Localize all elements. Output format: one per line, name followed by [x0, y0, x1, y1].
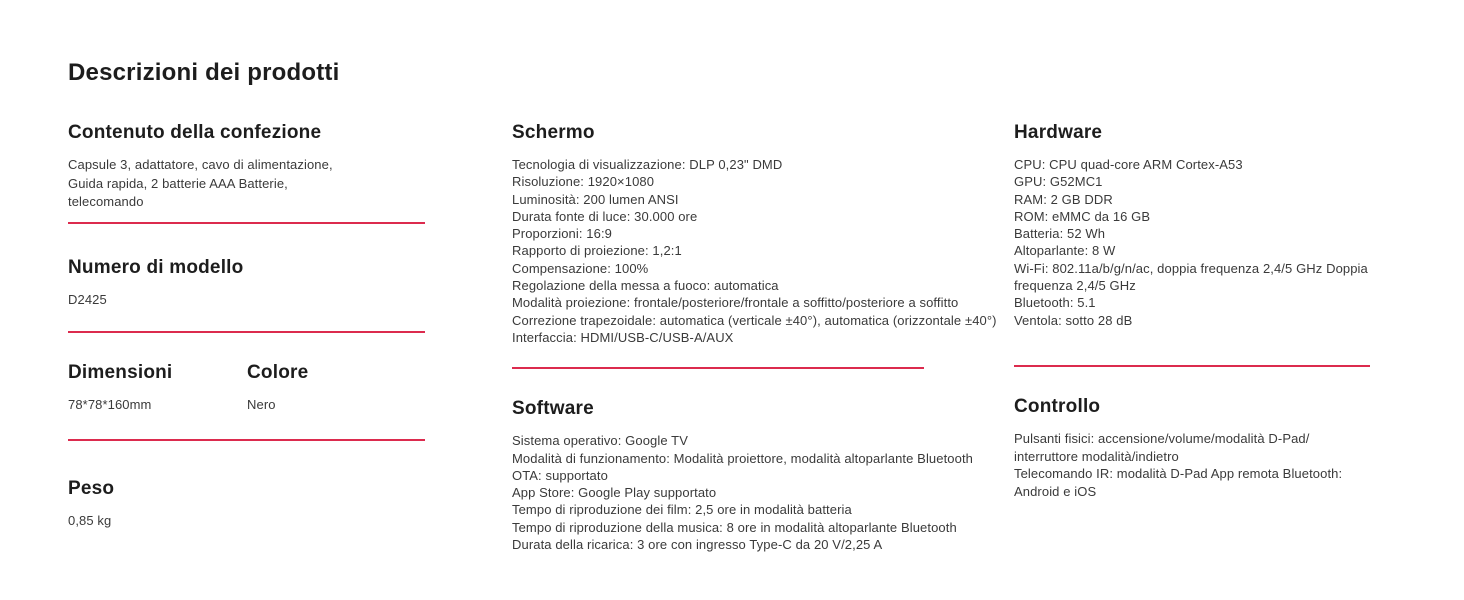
spec-line: RAM: 2 GB DDR: [1014, 191, 1113, 207]
section-control: [1014, 397, 1386, 500]
spec-line: Regolazione della messa a fuoco: automatica: [512, 278, 779, 294]
section-model-number: [68, 258, 428, 310]
spec-line: Modalità proiezione: frontale/posteriore/frontale a soffitto/posteriore a soffitto: [512, 295, 959, 311]
spec-line: Tecnologia di visualizzazione: DLP 0,23" DMD: [512, 157, 783, 172]
display-heading: Schermo: [512, 122, 595, 143]
spec-line: GPU: G52MC1: [1014, 174, 1103, 190]
spec-line: Sistema operativo: Google TV: [512, 433, 688, 449]
spec-line: CPU: CPU quad-core ARM Cortex-A53: [1014, 157, 1243, 172]
color-block: [247, 363, 308, 415]
model-number-heading: Numero di modello: [68, 256, 244, 278]
section-divider: [1014, 365, 1370, 367]
package-contents-heading: Contenuto della confezione: [68, 122, 322, 143]
spec-line: Luminosità: 200 lumen ANSI: [512, 191, 679, 207]
section-divider: [68, 331, 425, 333]
spec-line: Correzione trapezoidale: automatica (verticale ±40°), automatica (orizzontale ±40°): [512, 312, 997, 328]
middle-column: [512, 122, 997, 553]
weight-heading: Peso: [68, 477, 115, 499]
spec-line: Telecomando IR: modalità D-Pad App remota Bluetooth:: [1014, 466, 1343, 482]
section-package-contents: [68, 123, 428, 212]
dimensions-heading: Dimensioni: [68, 362, 173, 383]
section-divider: [512, 367, 924, 369]
spec-line: Risoluzione: 1920×1080: [512, 174, 655, 190]
spec-line: Batteria: 52 Wh: [1014, 226, 1106, 242]
spec-line: Proporzioni: 16:9: [512, 226, 612, 242]
section-hardware: [1014, 123, 1386, 329]
section-dimensions-color: [68, 363, 428, 415]
spec-line: telecomando: [68, 194, 144, 209]
spec-line: Bluetooth: 5.1: [1014, 295, 1096, 311]
control-heading: Controllo: [1014, 395, 1101, 417]
weight-value: 0,85 kg: [68, 512, 112, 528]
spec-line: Modalità di funzionamento: Modalità proiettore, modalità altoparlante Bluetooth: [512, 450, 974, 466]
spec-line: Ventola: sotto 28 dB: [1014, 312, 1133, 328]
section-divider: [68, 439, 425, 441]
model-number-value: D2425: [68, 291, 107, 307]
spec-line: Durata fonte di luce: 30.000 ore: [512, 208, 698, 224]
dimensions-value: 78*78*160mm: [68, 397, 152, 412]
software-heading: Software: [512, 398, 594, 420]
dimensions-block: [68, 363, 247, 415]
spec-line: Rapporto di proiezione: 1,2:1: [512, 243, 682, 259]
spec-line: Guida rapida, 2 batterie AAA Batterie,: [68, 175, 288, 191]
spec-line: Pulsanti fisici: accensione/volume/modalità D-Pad/: [1014, 430, 1310, 446]
section-software: [512, 399, 994, 553]
color-heading: Colore: [247, 362, 309, 383]
hardware-heading: Hardware: [1014, 122, 1103, 143]
section-divider: [68, 222, 425, 224]
spec-line: Tempo di riproduzione dei film: 2,5 ore in modalità batteria: [512, 502, 852, 518]
spec-line: Capsule 3, adattatore, cavo di alimentazione,: [68, 157, 333, 172]
spec-line: Durata della ricarica: 3 ore con ingresso Type-C da 20 V/2,25 A: [512, 537, 883, 553]
spec-line: Altoparlante: 8 W: [1014, 243, 1116, 259]
spec-line: Wi-Fi: 802.11a/b/g/n/ac, doppia frequenza 2,4/5 GHz Doppia: [1014, 260, 1368, 276]
spec-line: OTA: supportato: [512, 467, 608, 483]
section-display: [512, 122, 997, 346]
left-column: [68, 123, 428, 530]
right-column: [1014, 123, 1386, 500]
spec-line: frequenza 2,4/5 GHz: [1014, 278, 1136, 294]
color-value: Nero: [247, 397, 276, 412]
spec-line: ROM: eMMC da 16 GB: [1014, 208, 1151, 224]
page-title: Descrizioni dei prodotti: [68, 59, 340, 86]
spec-line: Tempo di riproduzione della musica: 8 ore in modalità altoparlante Bluetooth: [512, 519, 957, 535]
spec-line: App Store: Google Play supportato: [512, 485, 717, 501]
spec-line: Android e iOS: [1014, 483, 1097, 499]
section-weight: [68, 479, 428, 531]
spec-line: Interfaccia: HDMI/USB-C/USB-A/AUX: [512, 329, 734, 345]
spec-line: interruttore modalità/indietro: [1014, 448, 1179, 464]
spec-line: Compensazione: 100%: [512, 260, 649, 276]
